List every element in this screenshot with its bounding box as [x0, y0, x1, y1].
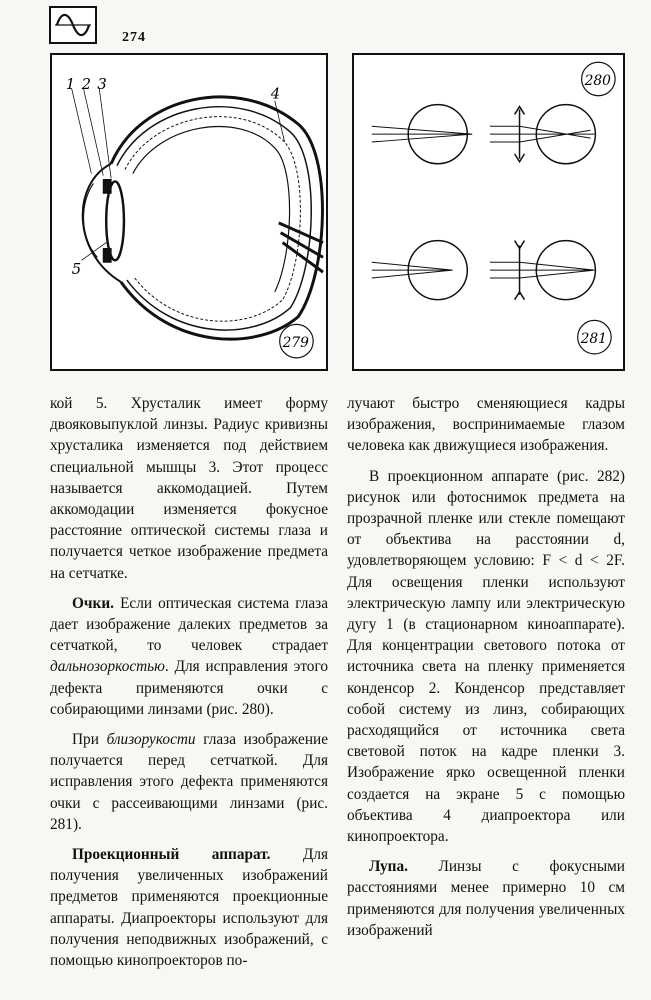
figure-number-279: 279 — [282, 335, 309, 352]
figure-number-281: 281 — [580, 331, 607, 348]
figure-eye-diagram — [50, 53, 328, 371]
paragraph-glasses: Очки. Если оптическая система глаза дает изображение далеких предметов за сетчаткой, то человек страдает дальнозоркостью. Для исправления этого дефекта применяются очки с собирающими линзами (рис. 280). — [50, 594, 328, 718]
figure-number-280: 280 — [584, 72, 611, 89]
paragraph-myopia: При близорукости глаза изображение получается перед сетчаткой. Для исправления этого дефекта применяются очки с рассеивающими линзами (рис. 281). — [50, 731, 328, 833]
term-myopia: близорукости — [106, 731, 196, 749]
figure-lens-correction — [352, 53, 625, 371]
section-sine-wave-icon — [49, 6, 97, 44]
heading-magnifier: Лупа. — [369, 858, 408, 876]
eye-label-1: 1 — [65, 75, 76, 93]
page-number: 274 — [122, 30, 146, 45]
eye-label-4: 4 — [270, 85, 281, 103]
eye-label-5: 5 — [71, 261, 82, 279]
term-farsightedness: дальнозоркостью — [50, 658, 165, 676]
paragraph-accommodation: кой 5. Хрусталик имеет форму двояковыпуклой линзы. Радиус кривизны хрусталика изменяется под действием специальной мышцы 3. Этот процесс называется аккомодацией. Путем аккомодации изменяется фокусное расстояние оптической системы глаза и получается четкое изображение предмета на сетчатке. — [50, 395, 328, 582]
left-text-column — [50, 393, 328, 980]
heading-glasses: Очки. — [72, 594, 114, 612]
heading-projector: Проекционный аппарат. — [72, 846, 271, 864]
paragraph-projector: Проекционный аппарат. Для получения увеличенных изображений предметов применяются проекционные аппараты. Диапроекторы используют для получения неподвижных изображений, с помощью кинопроекторов по- — [50, 846, 328, 970]
eye-label-2: 2 — [81, 75, 91, 93]
right-text-column — [347, 393, 625, 950]
paragraph-magnifier: Лупа. Линзы с фокусными расстояниями менее примерно 10 см применяются для получения увеличенных изображений — [347, 858, 625, 939]
paragraph-projection-apparatus: В проекционном аппарате (рис. 282) рисунок или фотоснимок предмета на прозрачной пленке или стекле помещают от объектива на расстоянии d, удовлетворяющем условию: F < d < 2F. Для освещения пленки используют электрическую лампу или электрическую дугу 1 (в стационарном киноаппарате). Для концентрации светового потока от источника света на пленку применяется конденсор 2. Конденсор представляет собой систему из линз, собирающих расходящийся от источника света световой поток на кадре пленки 3. Изображение ярко освещенной пленки создается на экране 5 с помощью объектива 4 диапроектора или кинопроектора. — [347, 467, 625, 846]
paragraph-frames: лучают быстро сменяющиеся кадры изображения, воспринимаемые глазом человека как движущиеся изображения. — [347, 395, 625, 455]
eye-label-3: 3 — [97, 75, 107, 93]
